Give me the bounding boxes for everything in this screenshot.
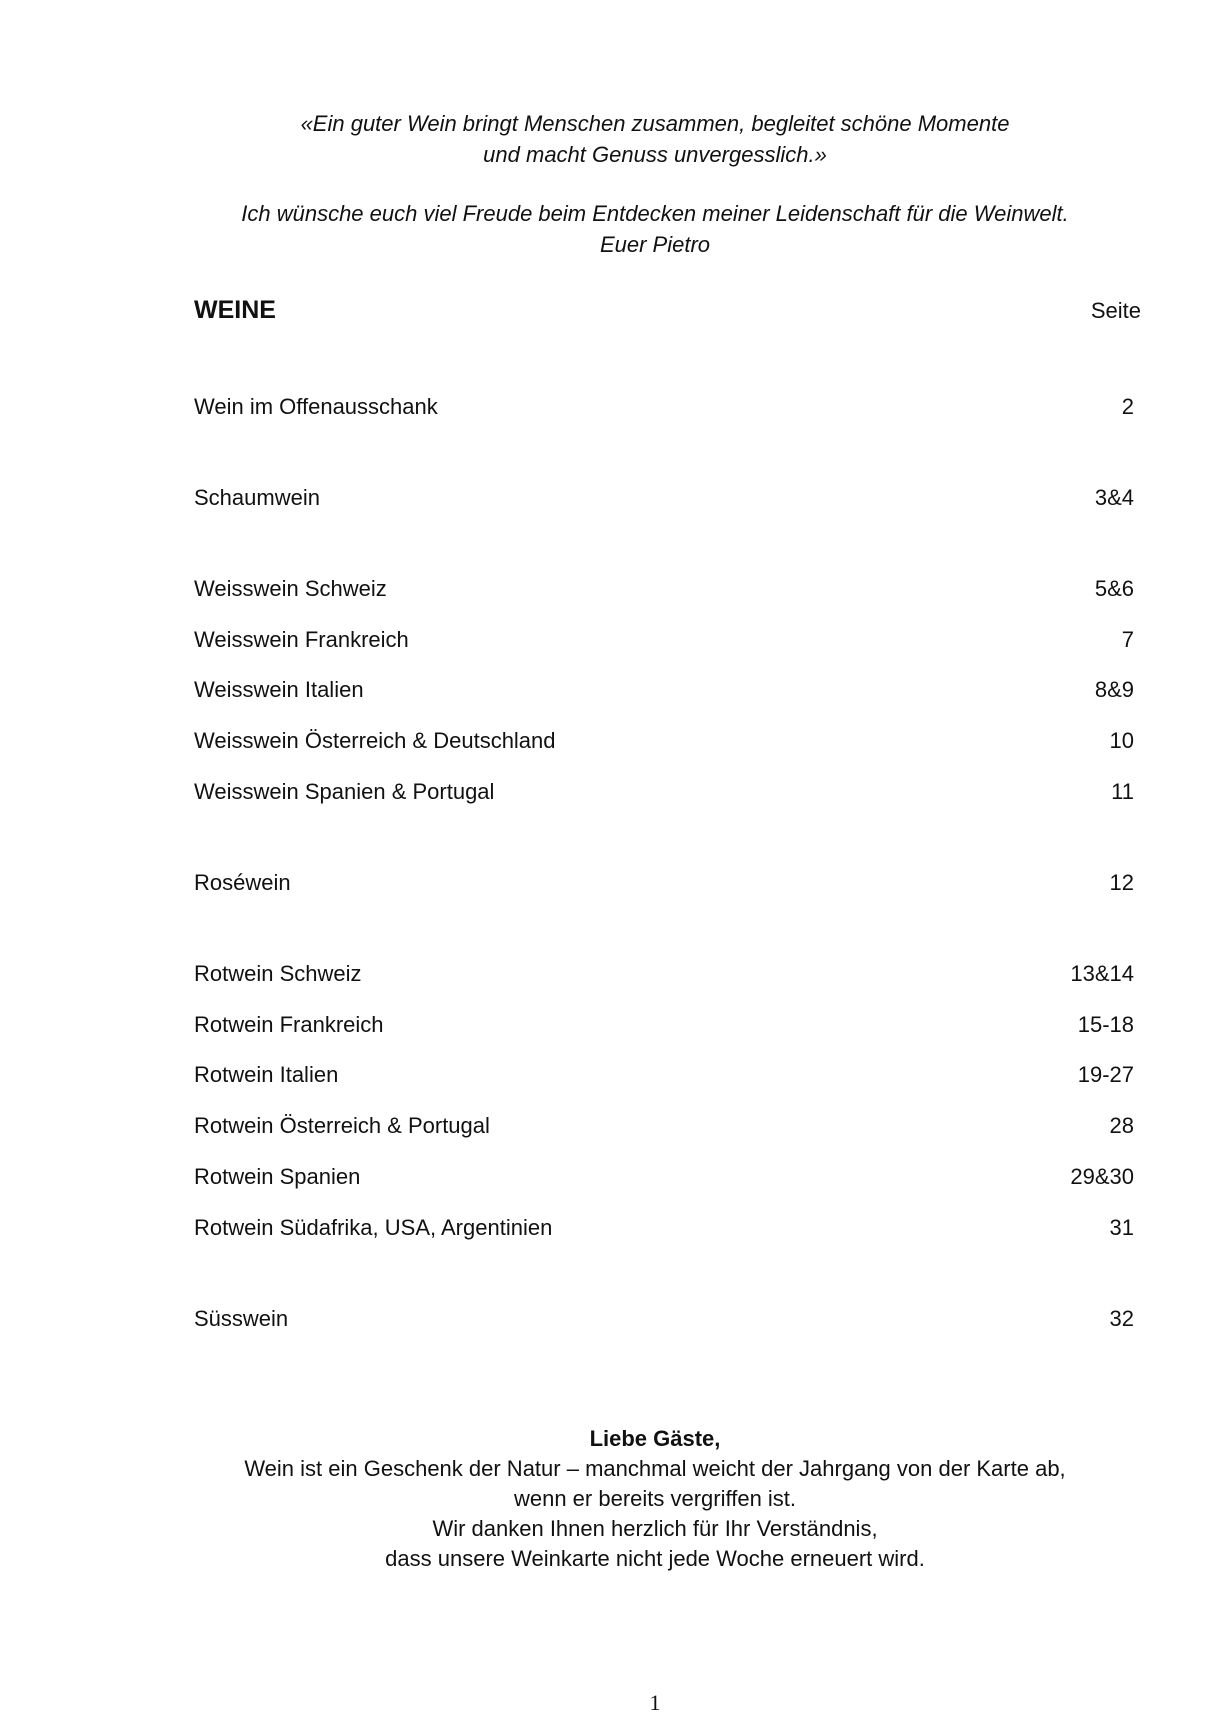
- toc-item-page: 13&14: [1070, 961, 1134, 986]
- toc-item-page: 8&9: [1094, 677, 1134, 702]
- quote-line-1: «Ein guter Wein bringt Menschen zusammen, begleitet schöne Momente: [300, 111, 1010, 136]
- toc-item-page: 31: [1109, 1215, 1134, 1240]
- toc-item-page: 3&4: [1094, 485, 1134, 510]
- notice-title: Liebe Gäste,: [589, 1426, 721, 1451]
- toc-item: [194, 625, 1134, 655]
- toc-item-label: Rotwein Frankreich: [194, 1012, 384, 1037]
- toc-item: [194, 1111, 1134, 1141]
- intro-quote: [0, 108, 1225, 170]
- toc-item-page: 7: [1121, 627, 1134, 652]
- toc-item-label: Weisswein Italien: [194, 677, 364, 702]
- toc-title: WEINE: [194, 296, 276, 324]
- toc-page-header: Seite: [1090, 298, 1141, 323]
- toc-item-label: Weisswein Spanien & Portugal: [194, 779, 495, 804]
- toc-item-label: Schaumwein: [194, 485, 320, 510]
- toc-item-label: Rotwein Südafrika, USA, Argentinien: [194, 1215, 553, 1240]
- toc-item-label: Weisswein Österreich & Deutschland: [194, 728, 556, 753]
- toc-item-label: Rotwein Spanien: [194, 1164, 361, 1189]
- notice-line-3: Wir danken Ihnen herzlich für Ihr Verständnis,: [432, 1516, 878, 1541]
- toc-item-label: Süsswein: [194, 1306, 289, 1331]
- toc-item: [194, 777, 1134, 807]
- greeting: [0, 198, 1225, 260]
- toc-item: [194, 1213, 1134, 1243]
- toc-item-page: 19-27: [1077, 1062, 1134, 1087]
- guest-notice: [0, 1424, 1225, 1574]
- toc-item-page: 32: [1109, 1306, 1134, 1331]
- toc-item: [194, 726, 1134, 756]
- toc-item: [194, 392, 1134, 422]
- greeting-signature: Euer Pietro: [599, 232, 711, 257]
- toc-item-page: 11: [1111, 779, 1134, 804]
- toc-item-page: 10: [1109, 728, 1134, 753]
- toc-item-label: Rotwein Österreich & Portugal: [194, 1113, 490, 1138]
- toc-item-label: Weisswein Schweiz: [194, 576, 387, 601]
- toc-item-page: 2: [1121, 394, 1134, 419]
- toc-item-page: 29&30: [1070, 1164, 1134, 1189]
- toc-item-label: Roséwein: [194, 870, 291, 895]
- page-number: 1: [649, 1690, 661, 1715]
- toc-item-label: Rotwein Schweiz: [194, 961, 362, 986]
- notice-line-4: dass unsere Weinkarte nicht jede Woche erneuert wird.: [385, 1546, 925, 1571]
- toc-heading: [194, 296, 1141, 325]
- notice-line-2: wenn er bereits vergriffen ist.: [513, 1486, 797, 1511]
- toc-item-label: Weisswein Frankreich: [194, 627, 409, 652]
- toc-item: [194, 1010, 1134, 1040]
- toc-item-label: Wein im Offenausschank: [194, 394, 438, 419]
- toc-item: [194, 675, 1134, 705]
- quote-line-2: und macht Genuss unvergesslich.»: [483, 142, 827, 167]
- toc-item: [194, 1162, 1134, 1192]
- toc-item: [194, 1304, 1134, 1334]
- toc-item: [194, 483, 1134, 513]
- toc-item: [194, 574, 1134, 604]
- greeting-line-1: Ich wünsche euch viel Freude beim Entdecken meiner Leidenschaft für die Weinwelt.: [241, 201, 1069, 226]
- toc-item-page: 12: [1109, 870, 1134, 895]
- toc-item: [194, 1060, 1134, 1090]
- toc-item-page: 5&6: [1094, 576, 1134, 601]
- toc-item-page: 15-18: [1077, 1012, 1134, 1037]
- toc-item: [194, 868, 1134, 898]
- toc-item: [194, 959, 1134, 989]
- notice-line-1: Wein ist ein Geschenk der Natur – manchmal weicht der Jahrgang von der Karte ab,: [244, 1456, 1066, 1481]
- toc-item-label: Rotwein Italien: [194, 1062, 339, 1087]
- toc-item-page: 28: [1109, 1113, 1134, 1138]
